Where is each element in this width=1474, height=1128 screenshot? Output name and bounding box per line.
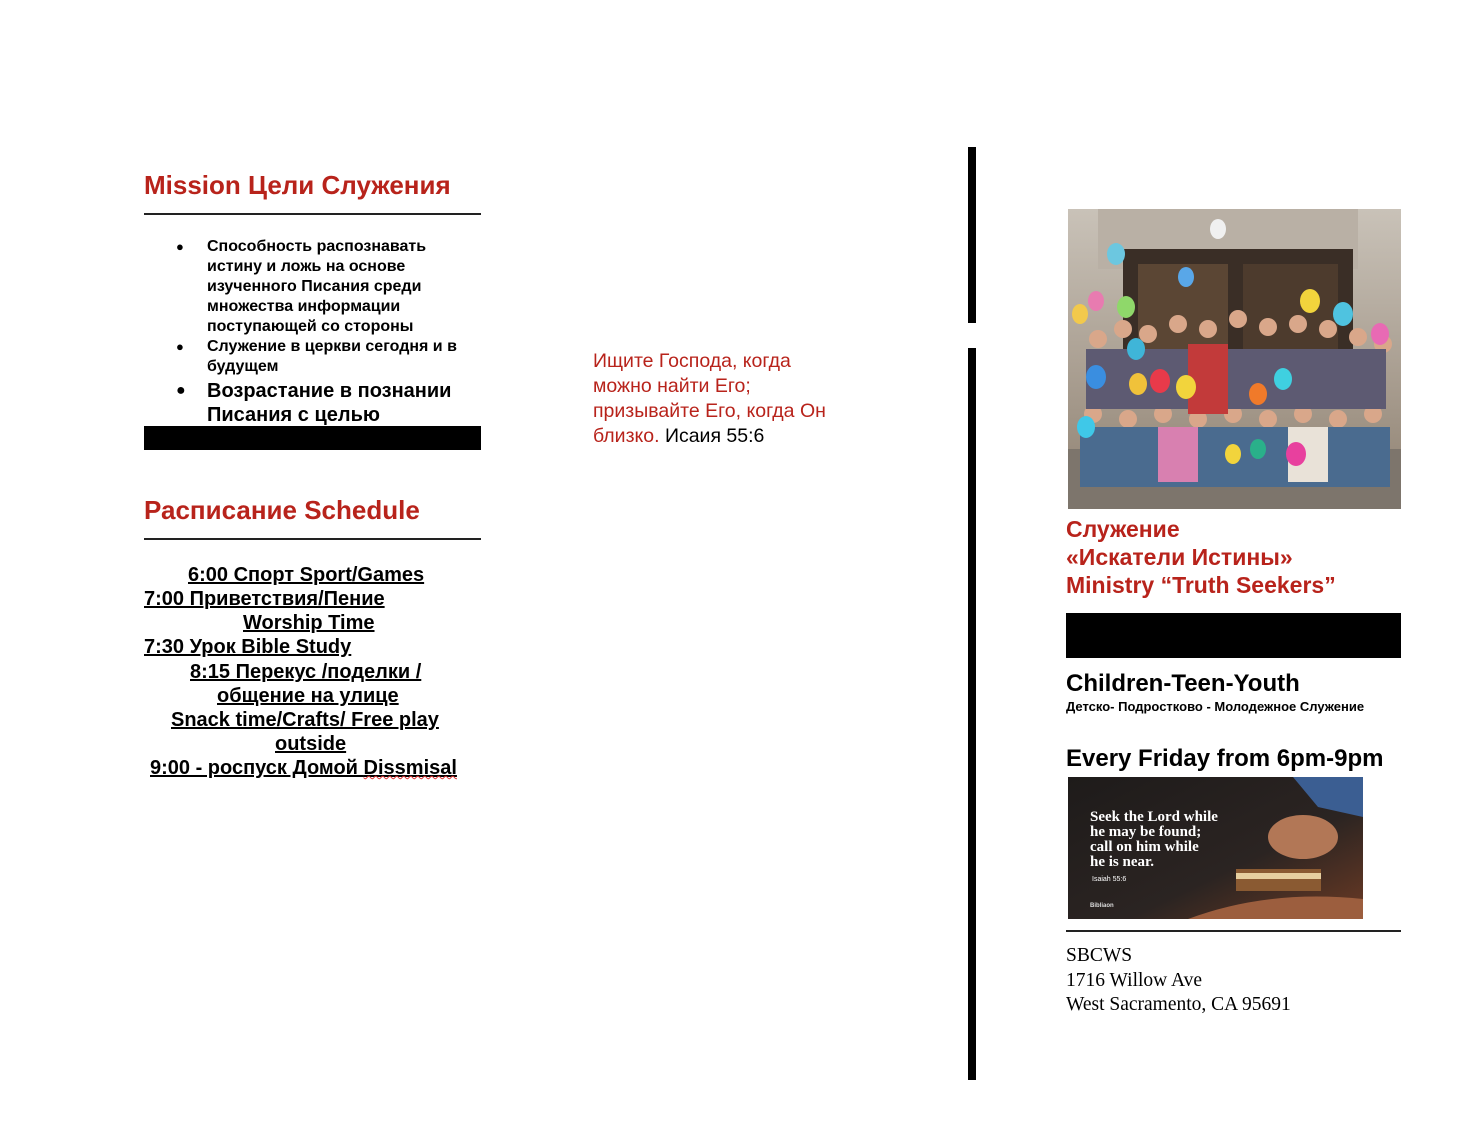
address-city: West Sacramento, CA 95691: [1066, 994, 1291, 1015]
verse-image-reference: Isaiah 55:6: [1092, 876, 1127, 883]
verse-image: [1068, 777, 1363, 919]
group-photo: [1068, 209, 1401, 509]
dismissal-text: 9:00 - роспуск Домой: [150, 757, 364, 779]
verse-image-line: he may be found;: [1090, 824, 1202, 840]
ministry-name: [1066, 515, 1336, 599]
schedule-line: Snack time/Crafts/ Free play: [171, 709, 439, 731]
mission-heading: Mission Цели Служения: [144, 170, 451, 200]
fold-divider-bottom: [968, 348, 976, 1080]
verse-image-line: call on him while: [1090, 839, 1199, 855]
schedule-line: Worship Time: [243, 612, 375, 634]
verse-image-brand: Bibliaon: [1090, 903, 1114, 909]
schedule-line: 8:15 Перекус /поделки /: [190, 661, 422, 683]
schedule-divider: [144, 538, 481, 540]
mission-list: [176, 237, 476, 427]
schedule-line: outside: [275, 733, 347, 755]
mission-item: ● Служение в церкви сегодня и в будущем: [176, 337, 476, 377]
misspelled-word: Dissmisal: [363, 757, 457, 779]
verse-image-line: he is near.: [1090, 854, 1155, 870]
ministry-line: Служение: [1066, 516, 1180, 542]
schedule-line-dismissal: [150, 756, 457, 780]
address-street: 1716 Willow Ave: [1066, 969, 1203, 991]
ministry-line: Ministry “Truth Seekers”: [1066, 572, 1336, 598]
audience-title: Children-Teen-Youth: [1066, 670, 1300, 697]
meeting-time: Every Friday from 6pm-9pm: [1066, 745, 1384, 772]
redaction-bar: [144, 426, 481, 450]
verse-text: Ищите Господа, когда можно найти Его; призывайте Его, когда Он близко.: [593, 350, 826, 447]
mission-item: ● Способность распознавать истину и ложь на основе изученного Писания среди множества информации поступающей со стороны: [176, 237, 476, 337]
mission-divider: [144, 213, 481, 215]
schedule-line: 7:30 Урок Bible Study: [144, 636, 352, 658]
scripture-verse: [593, 349, 833, 449]
audience-subtitle: Детско- Подростково - Молодежное Служение: [1066, 699, 1365, 714]
address-block: [1066, 944, 1291, 1018]
schedule-line: 6:00 Спорт Sport/Games: [188, 564, 425, 586]
address-divider: [1066, 930, 1401, 932]
fold-divider-top: [968, 147, 976, 323]
mission-item: ● Возрастание в познании Писания с целью: [176, 379, 476, 427]
verse-image-line: Seek the Lord while: [1090, 809, 1218, 825]
address-org: SBCWS: [1066, 945, 1133, 966]
schedule-line: общение на улице: [217, 685, 399, 707]
schedule-line: 7:00 Приветствия/Пение: [144, 588, 385, 610]
verse-reference: Исаия 55:6: [659, 425, 765, 447]
ministry-line: «Искатели Истины»: [1066, 544, 1293, 570]
redaction-bar: [1066, 613, 1401, 658]
schedule-heading: Расписание Schedule: [144, 495, 420, 525]
